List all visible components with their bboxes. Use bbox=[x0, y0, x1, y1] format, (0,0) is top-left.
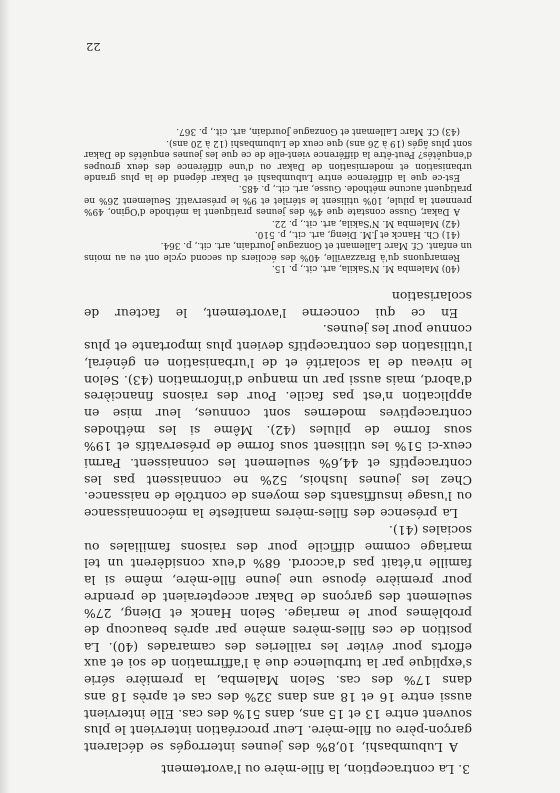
footnote-42-dakar: A Dakar, Gusse constate que 4% des jeunes pratiquent la méthode d'Ogino, 49% prennent la pilule, 10% utilisent le stérilet et 9% le préservatif. Seulement 26% ne pratiquent aucune méthode. Gusse, art. cit., p. 485. bbox=[84, 183, 472, 217]
footnote-40-remark: Remarquons qu'à Brazzaville, 40% des écoliers du second cycle ont eu au moins un enfant. Cf. Marc Lallemant et Gonzague Jourdain, art. cit., p. 364. bbox=[84, 240, 472, 262]
footnotes bbox=[84, 125, 472, 273]
footnote-42-question: Est-ce que la différence entre Lubumbashi et Dakar dépend de la plus grande urbanisation et modernisation de Dakar ou d'une différence des deux groupes d'enquêtés? Peut-être la différence vient-elle de ce que les jeunes enquêtés de Dakar sont plus âgés (19 à 26 ans) que ceux de Lubumbashi (12 à 20 ans). bbox=[84, 137, 472, 183]
footnote-41: (41) Ch. Hanck et J.M. Dieng, art. cit., p. 510. bbox=[254, 229, 460, 240]
text-block bbox=[84, 125, 472, 777]
footnote-43: (43) Cf. Marc Lallemant et Gonzague Jourdain, art. cit., p. 367. bbox=[176, 126, 460, 137]
paragraph-1: A Lubumbashi, 10,8% des jeunes interrogés se déclarent garçon-père ou fille-mère. Leur procréation intervient le plus souvent entre 13 et 15 ans, dans 51% des cas. Elle intervient aussi entre 16 et 18 ans dans 32% des cas et après 18 ans dans 17% des cas. Selon Malemba, la première série s'explique par la turbulence due à l'affirmation de soi et aux efforts pour éviter les railleries des camarades (40). La position de ces filles-mères amène par après beaucoup de problèmes pour le mariage. Selon Hanck et Dieng, 27% seulement des garçons de Dakar accepteraient de prendre pour première épouse une jeune fille-mère, même si la famille n'était pas d'accord. 68% d'eux considèrent un tel mariage comme difficile pour des raisons familiales ou sociales (41). bbox=[84, 522, 472, 755]
footnote-42: (42) Malemba M. N'Sakila, art. cit., p. 22. bbox=[271, 217, 460, 228]
page-number: 22 bbox=[86, 40, 101, 54]
paragraph-3: En ce qui concerne l'avortement, le facteur de scolarisation bbox=[84, 289, 472, 321]
section-heading: 3. La contraception, la fille-mère ou l'avortement bbox=[161, 762, 470, 777]
paragraph-2: La présence des filles-mères manifeste la méconnaissance ou l'usage insuffisants des moyens de contrôle de naissance. Chez les jeunes lushois, 52% ne connaissent pas les contraceptifs et 44,6% seulement les connaissent. Parmi ceux-ci 51% les utilisent sous forme de préservatifs et 19% sous forme de pilules (42). Même si les méthodes contraceptives modernes sont connues, leur mise en application n'est pas facile. Pour des raisons financières d'abord, mais aussi par un manque d'information (43). Selon le niveau de la scolarité et de l'urbanisation en général, l'utilisation des contraceptifs devient plus importante et plus connue pour les jeunes. bbox=[84, 322, 472, 522]
footnote-40: (40) Malemba M. N'Sakila, art. cit., p. 15. bbox=[271, 263, 460, 274]
